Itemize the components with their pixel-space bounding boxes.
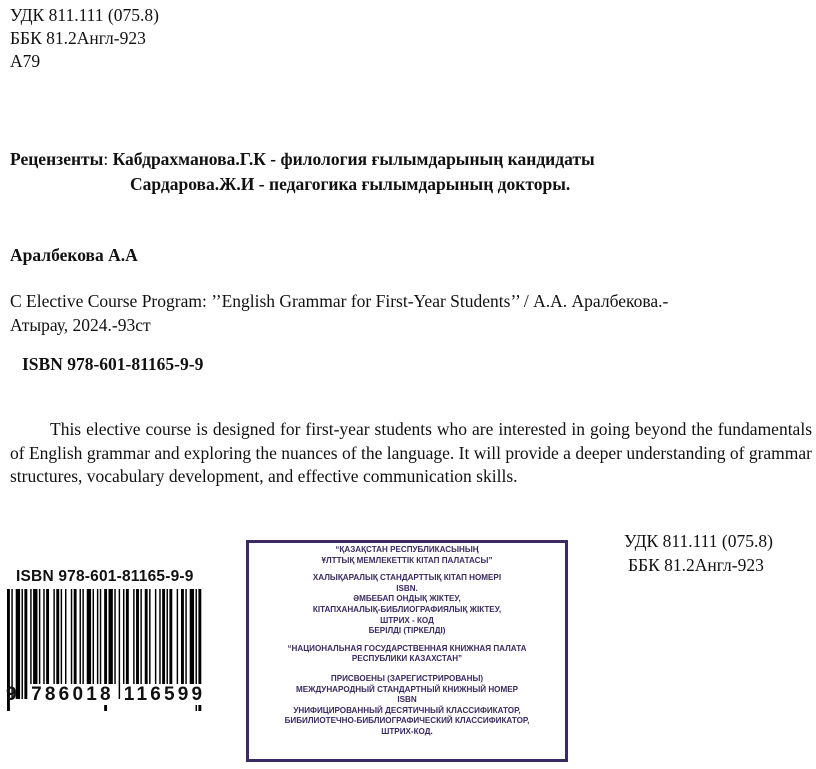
barcode-bar — [11, 589, 12, 699]
barcode-bar — [133, 589, 134, 699]
barcode-bar — [167, 589, 168, 699]
barcode-bar — [126, 589, 129, 699]
barcode-group-2: 116599 — [123, 684, 206, 705]
citation-line-2: Атырау, 2024.-93ст — [10, 315, 151, 335]
barcode-bar — [82, 589, 83, 699]
stamp-line: ШТРИХ-КОД. — [381, 726, 433, 736]
stamp-line: ISBN — [397, 695, 417, 705]
barcode-bar — [185, 589, 186, 699]
udk-code: УДК 811.111 (075.8) — [10, 5, 159, 25]
stamp-line: РЕСПУБЛИКИ КАЗАХСТАН” — [351, 654, 463, 664]
isbn-number: ISBN 978-601-81165-9-9 — [22, 354, 204, 374]
stamp-line: ХАЛЫҚАРАЛЫҚ СТАНДАРТТЫҚ КІТАП НОМЕРІ — [312, 573, 502, 583]
barcode-bar — [74, 589, 77, 699]
footer-udk-code: УДК 811.111 (075.8) — [624, 531, 773, 551]
barcode-bar — [43, 589, 44, 699]
stamp-line: БЕРІЛДІ (ТІРКЕЛДІ) — [368, 626, 446, 636]
barcode-first-digit: 9 — [6, 684, 17, 705]
national-book-chamber-stamp — [246, 540, 568, 762]
barcode-bar — [181, 589, 184, 699]
abstract-text: This elective course is designed for first-year students who are interested in going beyond the fundamentals of English grammar and exploring the nuances of the language. It will provide a deeper understanding of grammar structures, vocabulary development, and effective communication skills. — [10, 419, 812, 486]
barcode-bar — [93, 589, 94, 699]
barcode-bar — [22, 589, 23, 699]
barcode-label: ISBN 978-601-81165-9-9 — [16, 568, 194, 585]
barcode-bar — [136, 589, 139, 699]
abstract — [10, 418, 812, 489]
barcode-bar — [71, 589, 72, 699]
reviewers-line-1: Рецензенты: Кабдрахманова.Г.К - филология ғылымдарының кандидаты — [10, 149, 595, 169]
barcode-bar — [30, 589, 31, 699]
barcode-bar — [162, 589, 165, 699]
barcode-bar — [145, 589, 148, 699]
stamp-line: ПРИСВОЕНЫ (ЗАРЕГИСТРИРОВАНЫ) — [330, 673, 484, 683]
barcode-bar — [123, 589, 124, 699]
stamp-line: УНИФИЦИРОВАННЫЙ ДЕСЯТИЧНЫЙ КЛАССИФИКАТОР, — [293, 705, 521, 715]
stamp-line: ISBN. — [396, 583, 418, 593]
reviewer-2: Сардарова.Ж.И - педагогика ғылымдарының докторы. — [130, 174, 571, 194]
barcode-bar — [177, 589, 178, 699]
stamp-line: КІТАПХАНАЛЫҚ-БИБЛИОГРАФИЯЛЫҚ ЖІКТЕУ, — [312, 604, 502, 614]
barcode-bar — [169, 589, 172, 699]
barcode-bar — [87, 589, 91, 699]
author-name: Аралбекова А.А — [10, 245, 138, 265]
barcode-bar — [39, 589, 40, 699]
barcode-bar — [119, 589, 120, 699]
stamp-line: “ҚАЗАҚСТАН РЕСПУБЛИКАСЫНЫҢ — [335, 545, 479, 554]
stamp-line: МЕЖДУНАРОДНЫЙ СТАНДАРТНЫЙ КНИЖНЫЙ НОМЕР — [295, 684, 518, 694]
stamp-line: ӘМБЕБАП ОНДЫҚ ЖІКТЕУ, — [353, 594, 461, 604]
barcode-bar — [97, 589, 98, 699]
barcode-bar — [159, 589, 160, 699]
reviewer-1: Кабдрахманова.Г.К - филология ғылымдарының кандидаты — [112, 149, 595, 169]
barcode-bar — [190, 589, 194, 699]
stamp-line: БИБИЛИОТЕЧНО-БИБЛИОГРАФИЧЕСКИЙ КЛАССИФИКАТОР, — [284, 716, 530, 726]
reviewers-label: Рецензенты — [10, 149, 104, 169]
barcode-bar — [46, 589, 49, 699]
citation-line-1: С Elective Course Program: ’’English Grammar for First-Year Students’’ / А.А. Аралбекова.- — [10, 291, 669, 311]
barcode-group-1: 786018 — [31, 684, 114, 705]
barcode-bar — [100, 589, 101, 699]
barcode-bar — [109, 589, 113, 699]
barcode-bar — [155, 589, 156, 699]
barcode-bar — [24, 589, 27, 699]
barcode-bar — [65, 589, 66, 699]
barcode-bar — [80, 589, 81, 699]
barcode-bar — [16, 589, 20, 699]
stamp-line: ШТРИХ - КОД — [380, 615, 434, 625]
footer-bbk-code: ББК 81.2Англ-923 — [628, 555, 764, 575]
bbk-code: ББК 81.2Англ-923 — [10, 28, 146, 48]
barcode-bar — [140, 589, 141, 699]
barcode-bar — [33, 589, 37, 699]
barcode-bar — [61, 589, 62, 699]
barcode-digits — [6, 684, 207, 706]
stamp-line: ҰЛТТЫҚ МЕМЛЕКЕТТІК КІТАП ПАЛАТАСЫ” — [321, 555, 493, 565]
stamp-line: “НАЦИОНАЛЬНАЯ ГОСУДАРСТВЕННАЯ КНИЖНАЯ ПАЛАТА — [287, 643, 527, 653]
barcode-bar — [53, 589, 54, 699]
author-code: А79 — [10, 51, 41, 71]
barcode-bar — [114, 589, 115, 699]
barcode-bar — [56, 589, 59, 699]
barcode-bar — [149, 589, 150, 699]
